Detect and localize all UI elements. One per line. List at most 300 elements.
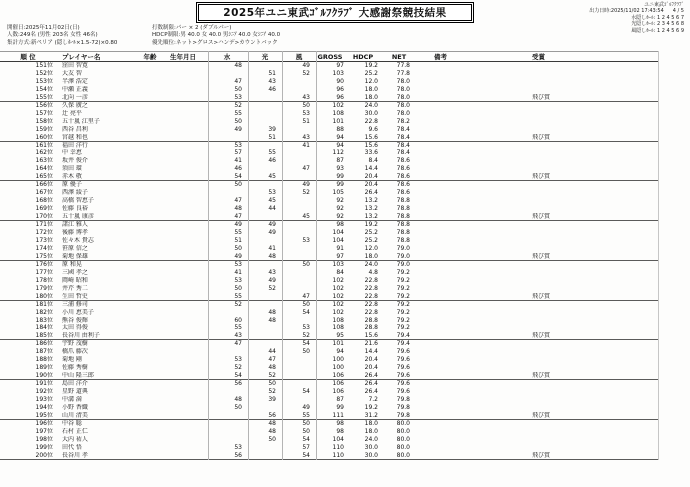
cell-award (526, 317, 586, 325)
cell-score-light (248, 165, 282, 173)
cell-award (526, 309, 586, 317)
cell-hdcp: 22.8 (364, 276, 378, 284)
table-row (0, 348, 658, 356)
cell-gross: 106 (332, 380, 344, 388)
table-row (0, 261, 658, 269)
cell-award (526, 277, 586, 285)
cell-score-light (248, 62, 282, 70)
cell-award (526, 102, 586, 110)
cell-player-name: 中谷 聡 (62, 419, 82, 427)
cell-rank: 186位 (35, 340, 53, 348)
cell-birthdate (160, 404, 206, 412)
cell-remarks (416, 102, 526, 110)
cell-age (140, 293, 160, 300)
cell-age (140, 197, 160, 205)
cell-hdcp: 19.2 (364, 62, 378, 69)
cell-score-wind (282, 78, 316, 86)
participants-count: 人数:249名 (男性 203名 女性 46名) (7, 32, 98, 39)
cell-net: 78.4 (396, 125, 410, 133)
cell-hdcp: 18.0 (364, 252, 378, 260)
cell-net: 79.8 (396, 396, 410, 404)
cell-birthdate (160, 444, 206, 452)
cell-rank: 168位 (35, 197, 53, 205)
cell-award (526, 237, 586, 245)
header-net: NET (391, 53, 407, 61)
header-gross: GROSS (317, 53, 343, 61)
cell-rank: 190位 (35, 372, 53, 380)
cell-score-water (206, 420, 248, 428)
cell-remarks (416, 269, 526, 277)
cell-player-name: 窪田 智寛 (62, 62, 88, 69)
cell-gross: 99 (336, 403, 344, 411)
cell-player-name: 西澤 綾子 (62, 189, 88, 197)
table-row (0, 372, 658, 380)
cell-score-light: 45 (268, 173, 276, 181)
cell-score-wind (282, 356, 316, 364)
cell-award: 飛び賞 (532, 411, 551, 419)
cell-hdcp: 20.4 (364, 364, 378, 372)
cell-net: 79.0 (396, 244, 410, 252)
table-row (0, 420, 658, 428)
cell-age (140, 404, 160, 412)
cell-score-water: 51 (234, 236, 242, 244)
cell-age (140, 340, 160, 348)
cell-net: 78.6 (396, 189, 410, 197)
cell-rank: 191位 (35, 380, 53, 388)
cell-score-water: 55 (234, 292, 242, 300)
cell-age (140, 205, 160, 213)
cell-score-water: 41 (234, 268, 242, 276)
cell-gross: 98 (336, 221, 344, 229)
cell-score-wind: 53 (302, 324, 310, 332)
cell-player-name: 生田 哲史 (62, 292, 88, 300)
column-divider (208, 51, 209, 460)
cell-score-wind: 49 (302, 403, 310, 411)
cell-birthdate (160, 452, 206, 459)
cell-player-name: 山川 清美 (62, 411, 88, 419)
cell-rank: 178位 (35, 276, 53, 284)
cell-remarks (416, 110, 526, 118)
cell-net: 79.6 (396, 388, 410, 396)
cell-score-light: 52 (268, 388, 276, 396)
cell-remarks (416, 181, 526, 189)
cell-hdcp: 15.6 (364, 332, 378, 340)
cell-player-name: 中瀬 正義 (62, 85, 88, 93)
cell-net: 78.6 (396, 181, 410, 189)
cell-hdcp: 4.8 (368, 268, 378, 276)
cell-age (140, 277, 160, 285)
cell-score-water: 50 (234, 284, 242, 292)
table-row (0, 444, 658, 452)
cell-score-water: 49 (234, 252, 242, 260)
cell-age (140, 78, 160, 86)
cell-net: 79.2 (396, 284, 410, 292)
cell-hdcp: 12.0 (364, 77, 378, 85)
cell-age (140, 396, 160, 404)
cell-birthdate (160, 173, 206, 180)
cell-score-wind: 43 (302, 133, 310, 141)
cell-gross: 94 (336, 133, 344, 141)
cell-score-light: 47 (268, 356, 276, 364)
cell-rank: 200位 (35, 451, 53, 459)
cell-birthdate (160, 309, 206, 317)
cell-hdcp: 18.0 (364, 427, 378, 435)
cell-rank: 183位 (35, 316, 53, 324)
cell-age (140, 412, 160, 419)
event-date: 開催日:2025年11月02日(日) (7, 25, 80, 31)
cell-birthdate (160, 253, 206, 260)
cell-gross: 105 (332, 189, 344, 197)
cell-age (140, 444, 160, 452)
cell-net: 80.0 (396, 451, 410, 459)
cell-hdcp: 22.8 (364, 292, 378, 300)
cell-hdcp: 26.4 (364, 189, 378, 197)
cell-score-water: 50 (234, 181, 242, 189)
hidden-holes-light: 光隠しﾎｰﾙ: 2 3 4 5 6 8 (631, 21, 684, 28)
cell-hdcp: 24.0 (364, 435, 378, 443)
cell-score-water (206, 348, 248, 356)
cell-player-name: 橋爪 藤次 (62, 348, 88, 356)
cell-rank: 167位 (35, 189, 53, 197)
cell-net: 79.6 (396, 348, 410, 356)
cell-score-water: 48 (234, 205, 242, 213)
stroke-limit: 打数制限:パー × 2 (ダブルパー) (152, 25, 232, 31)
page-title-text: 2025年ユニ東武ｺﾞﾙﾌｸﾗﾌﾞ 大感謝祭競技結果 (223, 7, 447, 19)
results-table (0, 51, 690, 460)
cell-player-name: 原 和晃 (62, 260, 82, 268)
cell-score-water (206, 309, 248, 317)
cell-score-wind: 50 (302, 260, 310, 268)
cell-birthdate (160, 245, 206, 253)
cell-net: 79.6 (396, 364, 410, 372)
cell-score-light: 43 (268, 77, 276, 85)
cell-score-light: 50 (268, 380, 276, 388)
cell-age (140, 309, 160, 317)
scoring-method: 集計方式:新ペリア (隠しﾎｰﾙ×1.5-72)×0.80 (7, 39, 118, 46)
table-row (0, 213, 658, 221)
cell-remarks (416, 94, 526, 101)
cell-gross: 104 (332, 229, 344, 237)
cell-gross: 100 (332, 356, 344, 364)
cell-hdcp: 22.8 (364, 308, 378, 316)
cell-score-light: 41 (268, 244, 276, 252)
cell-award (526, 189, 586, 197)
cell-net: 79.2 (396, 308, 410, 316)
table-row (0, 388, 658, 396)
cell-score-light (248, 237, 282, 245)
cell-player-name: 岡崎 昭和 (62, 276, 88, 284)
cell-score-water: 48 (234, 62, 242, 69)
cell-rank: 181位 (35, 300, 53, 308)
cell-birthdate (160, 372, 206, 379)
cell-score-water (206, 189, 248, 197)
cell-award (526, 324, 586, 332)
cell-score-water: 47 (234, 213, 242, 221)
cell-remarks (416, 436, 526, 444)
cell-award (526, 388, 586, 396)
cell-player-name: 小野 香織 (62, 403, 88, 411)
cell-age (140, 428, 160, 436)
cell-player-name: 熊谷 俊輝 (62, 316, 88, 324)
cell-rank: 197位 (35, 427, 53, 435)
cell-player-name: 島田 洋介 (62, 380, 88, 388)
table-row (0, 181, 658, 189)
cell-gross: 104 (332, 236, 344, 244)
cell-gross: 102 (332, 284, 344, 292)
cell-score-water: 41 (234, 157, 242, 165)
cell-hdcp: 7.2 (368, 396, 378, 404)
cell-score-light (248, 213, 282, 220)
cell-age (140, 181, 160, 189)
table-row (0, 62, 658, 70)
cell-score-wind: 45 (302, 213, 310, 221)
cell-hdcp: 31.2 (364, 411, 378, 419)
cell-award (526, 420, 586, 428)
cell-remarks (416, 428, 526, 436)
cell-score-light (248, 324, 282, 332)
header-player: プレイヤー名 (62, 53, 101, 61)
cell-hdcp: 20.4 (364, 356, 378, 364)
cell-score-wind: 50 (302, 300, 310, 308)
cell-award (526, 126, 586, 134)
cell-rank: 155位 (35, 93, 53, 101)
cell-award (526, 285, 586, 293)
cell-score-light (248, 293, 282, 300)
cell-score-water: 60 (234, 316, 242, 324)
cell-net: 78.4 (396, 133, 410, 141)
cell-score-wind (282, 317, 316, 325)
table-row (0, 309, 658, 317)
table-row (0, 285, 658, 293)
cell-net: 78.6 (396, 165, 410, 173)
cell-score-wind (282, 372, 316, 379)
cell-net: 80.0 (396, 435, 410, 443)
cell-score-light: 50 (268, 435, 276, 443)
cell-rank: 199位 (35, 443, 53, 451)
cell-score-light (248, 340, 282, 348)
cell-award (526, 86, 586, 94)
cell-score-water: 47 (234, 340, 242, 348)
cell-age (140, 134, 160, 141)
cell-score-light: 56 (268, 411, 276, 419)
cell-net: 79.2 (396, 324, 410, 332)
cell-hdcp: 21.6 (364, 340, 378, 348)
table-row (0, 269, 658, 277)
cell-score-wind: 54 (302, 340, 310, 348)
cell-remarks (416, 126, 526, 134)
cell-gross: 93 (336, 165, 344, 173)
cell-score-wind (282, 245, 316, 253)
cell-net: 78.8 (396, 229, 410, 237)
cell-remarks (416, 261, 526, 269)
table-row (0, 452, 658, 460)
cell-award (526, 181, 586, 189)
cell-remarks (416, 332, 526, 339)
cell-score-wind: 54 (302, 435, 310, 443)
cell-gross: 95 (336, 332, 344, 340)
cell-birthdate (160, 261, 206, 269)
cell-award (526, 364, 586, 372)
cell-gross: 96 (336, 85, 344, 93)
cell-rank: 189位 (35, 364, 53, 372)
cell-birthdate (160, 277, 206, 285)
cell-score-wind: 49 (302, 62, 310, 69)
cell-net: 78.8 (396, 221, 410, 229)
cell-hdcp: 18.0 (364, 419, 378, 427)
cell-age (140, 149, 160, 157)
cell-gross: 103 (332, 69, 344, 77)
cell-age (140, 364, 160, 372)
cell-birthdate (160, 340, 206, 348)
cell-birthdate (160, 165, 206, 173)
cell-award (526, 110, 586, 118)
cell-remarks (416, 293, 526, 300)
cell-birthdate (160, 293, 206, 300)
cell-gross: 103 (332, 260, 344, 268)
cell-player-name: 宇野 茂樹 (62, 340, 88, 348)
cell-score-water: 53 (234, 356, 242, 364)
cell-rank: 176位 (35, 260, 53, 268)
cell-rank: 156位 (35, 101, 53, 109)
cell-player-name: 五十嵐 江里子 (62, 117, 100, 125)
cell-gross: 110 (332, 451, 344, 459)
cell-score-light (248, 102, 282, 110)
cell-net: 77.8 (396, 62, 410, 69)
cell-player-name: 菊地 保雄 (62, 252, 88, 260)
cell-score-water: 53 (234, 276, 242, 284)
cell-rank: 171位 (35, 221, 53, 229)
cell-age (140, 173, 160, 180)
cell-age (140, 165, 160, 173)
cell-gross: 106 (332, 372, 344, 380)
cell-player-name: 高橋 智恵子 (62, 197, 94, 205)
cell-gross: 112 (332, 149, 344, 157)
cell-age (140, 126, 160, 134)
cell-birthdate (160, 94, 206, 101)
table-row (0, 364, 658, 372)
cell-score-light: 39 (268, 125, 276, 133)
cell-player-name: 井芹 秀二 (62, 284, 88, 292)
cell-birthdate (160, 229, 206, 237)
header-course-light: 光 (261, 53, 269, 61)
cell-score-wind: 52 (302, 332, 310, 340)
cell-age (140, 110, 160, 118)
cell-hdcp: 18.0 (364, 93, 378, 101)
cell-remarks (416, 388, 526, 396)
cell-hdcp: 33.6 (364, 149, 378, 157)
cell-hdcp: 30.0 (364, 443, 378, 451)
cell-net: 78.0 (396, 109, 410, 117)
club-name: ユニ東武ｺﾞﾙﾌｸﾗﾌﾞ (643, 2, 684, 8)
cell-age (140, 317, 160, 325)
cell-score-wind: 53 (302, 236, 310, 244)
cell-score-water (206, 388, 248, 396)
cell-remarks (416, 237, 526, 245)
cell-score-light (248, 452, 282, 459)
cell-birthdate (160, 142, 206, 150)
cell-score-wind: 53 (302, 109, 310, 117)
cell-gross: 108 (332, 316, 344, 324)
cell-score-wind (282, 173, 316, 180)
page-title (198, 4, 472, 21)
cell-gross: 91 (336, 244, 344, 252)
cell-birthdate (160, 221, 206, 229)
cell-hdcp: 22.8 (364, 284, 378, 292)
cell-score-water: 48 (234, 396, 242, 404)
cell-net: 79.2 (396, 292, 410, 300)
cell-age (140, 301, 160, 309)
cell-score-water: 50 (234, 403, 242, 411)
cell-gross: 101 (332, 340, 344, 348)
cell-hdcp: 13.2 (364, 197, 378, 205)
cell-award (526, 229, 586, 237)
table-row (0, 70, 658, 78)
cell-score-wind: 54 (302, 451, 310, 459)
cell-rank: 185位 (35, 332, 53, 340)
cell-birthdate (160, 348, 206, 356)
cell-gross: 106 (332, 388, 344, 396)
cell-player-name: 佐々木 貴志 (62, 236, 94, 244)
cell-age (140, 118, 160, 126)
cell-rank: 164位 (35, 165, 53, 173)
page-number: 4 / 5 (672, 8, 684, 15)
cell-remarks (416, 356, 526, 364)
cell-remarks (416, 444, 526, 452)
table-body (0, 62, 690, 460)
table-row (0, 340, 658, 348)
cell-gross: 92 (336, 197, 344, 205)
cell-age (140, 348, 160, 356)
cell-gross: 108 (332, 324, 344, 332)
cell-score-water: 49 (234, 221, 242, 229)
cell-player-name: 中溝 満 (62, 396, 82, 404)
cell-net: 78.8 (396, 236, 410, 244)
cell-score-light (248, 118, 282, 126)
cell-birthdate (160, 78, 206, 86)
cell-birthdate (160, 157, 206, 165)
cell-score-wind (282, 126, 316, 134)
cell-gross: 92 (336, 213, 344, 221)
cell-score-wind: 51 (302, 117, 310, 125)
cell-score-water: 56 (234, 380, 242, 388)
cell-player-name: 太田 得俊 (62, 324, 88, 332)
cell-age (140, 142, 160, 150)
table-row (0, 317, 658, 325)
table-row (0, 237, 658, 245)
cell-hdcp: 20.4 (364, 181, 378, 189)
table-row (0, 126, 658, 134)
table-row (0, 78, 658, 86)
table-right-border (658, 51, 659, 460)
cell-score-light: 48 (268, 252, 276, 260)
cell-score-water: 47 (234, 77, 242, 85)
cell-score-light (248, 181, 282, 189)
cell-remarks (416, 70, 526, 78)
cell-net: 77.8 (396, 69, 410, 77)
cell-hdcp: 19.2 (364, 403, 378, 411)
cell-net: 78.8 (396, 205, 410, 213)
cell-net: 80.0 (396, 427, 410, 435)
cell-score-water: 50 (234, 85, 242, 93)
cell-score-light: 55 (268, 149, 276, 157)
cell-birthdate (160, 301, 206, 309)
cell-hdcp: 20.4 (364, 173, 378, 181)
cell-player-name: 赤木 敬 (62, 173, 82, 181)
cell-rank: 187位 (35, 348, 53, 356)
cell-remarks (416, 213, 526, 220)
cell-birthdate (160, 317, 206, 325)
cell-score-wind (282, 285, 316, 293)
